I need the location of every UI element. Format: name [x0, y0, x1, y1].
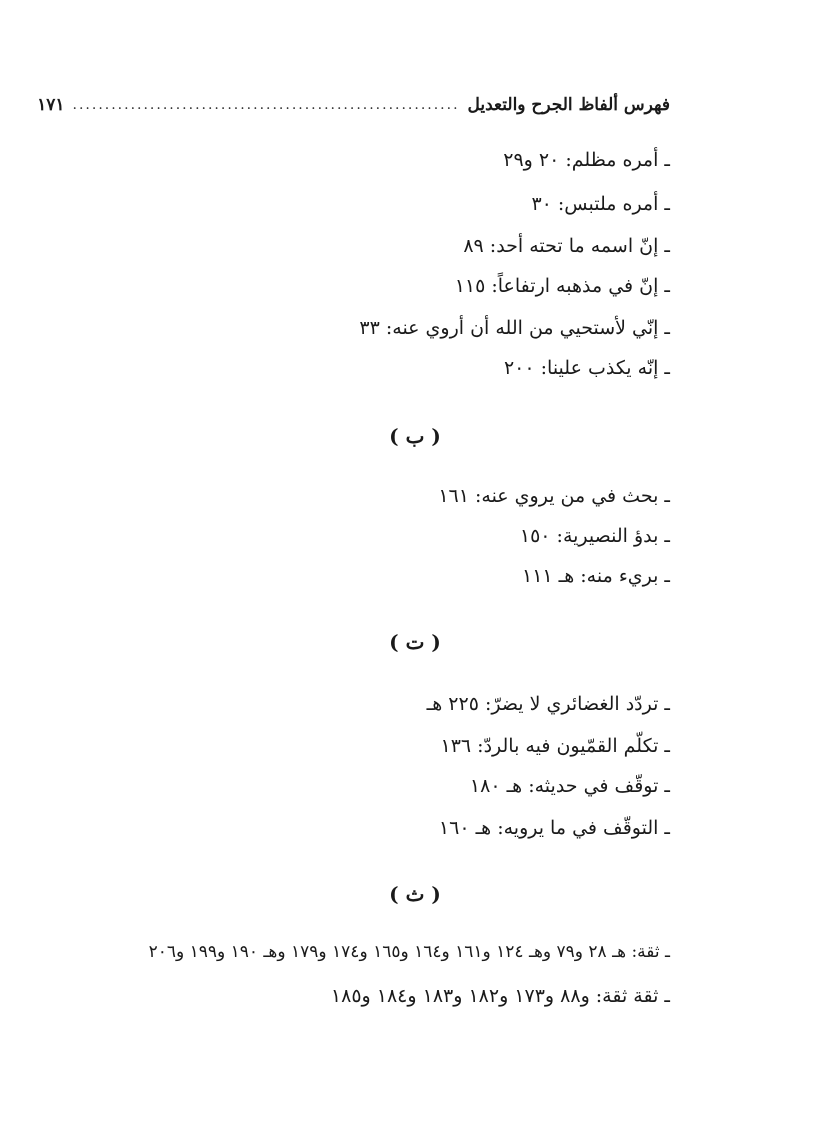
header-title: فهرس ألفاظ الجرح والتعديل	[467, 95, 670, 115]
dot-leader: ............................................................	[72, 97, 460, 113]
index-entry: ـ توقّف في حديثه: هـ ١٨٠	[469, 775, 670, 797]
running-header	[37, 90, 670, 120]
index-entry: ـ التوقّف في ما يرويه: هـ ١٦٠	[438, 817, 670, 839]
section-heading-ta: ( ت )	[389, 630, 441, 654]
index-entry: ـ إنّ في مذهبه ارتفاعاً: ١١٥	[454, 275, 670, 297]
index-entry: ـ إنّي لأستحيي من الله أن أروي عنه: ٣٣	[359, 317, 670, 339]
index-entry: ـ تكلّم القمّيون فيه بالردّ: ١٣٦	[440, 735, 670, 757]
index-entry: ـ إنّ اسمه ما تحته أحد: ٨٩	[463, 235, 670, 257]
index-entry: ـ أمره ملتبس: ٣٠	[531, 193, 670, 215]
index-entry: ـ ثقة: هـ ٢٨ و٧٩ وهـ ١٢٤ و١٦١ و١٦٤ و١٦٥ و١٧٤ و١٧٩ وهـ ١٩٠ و١٩٩ و٢٠٦	[148, 942, 670, 962]
section-heading-tha: ( ث )	[389, 882, 441, 906]
index-entry: ـ إنّه يكذب علينا: ٢٠٠	[503, 357, 670, 379]
section-heading-ba: ( ب )	[389, 424, 441, 448]
index-entry: ـ بريء منه: هـ ١١١	[521, 565, 670, 587]
index-entry: ـ بحث في من يروي عنه: ١٦١	[438, 485, 670, 507]
page-number: ١٧١	[37, 95, 65, 115]
index-entry: ـ بدؤ النصيرية: ١٥٠	[519, 525, 670, 547]
index-entry: ـ تردّد الغضائري لا يضرّ: ٢٢٥ هـ	[426, 693, 670, 715]
index-entry: ـ ثقة ثقة: و٨٨ و١٧٣ و١٨٢ و١٨٣ و١٨٤ و١٨٥	[330, 985, 670, 1007]
index-entry: ـ أمره مظلم: ٢٠ و٢٩	[503, 149, 670, 171]
